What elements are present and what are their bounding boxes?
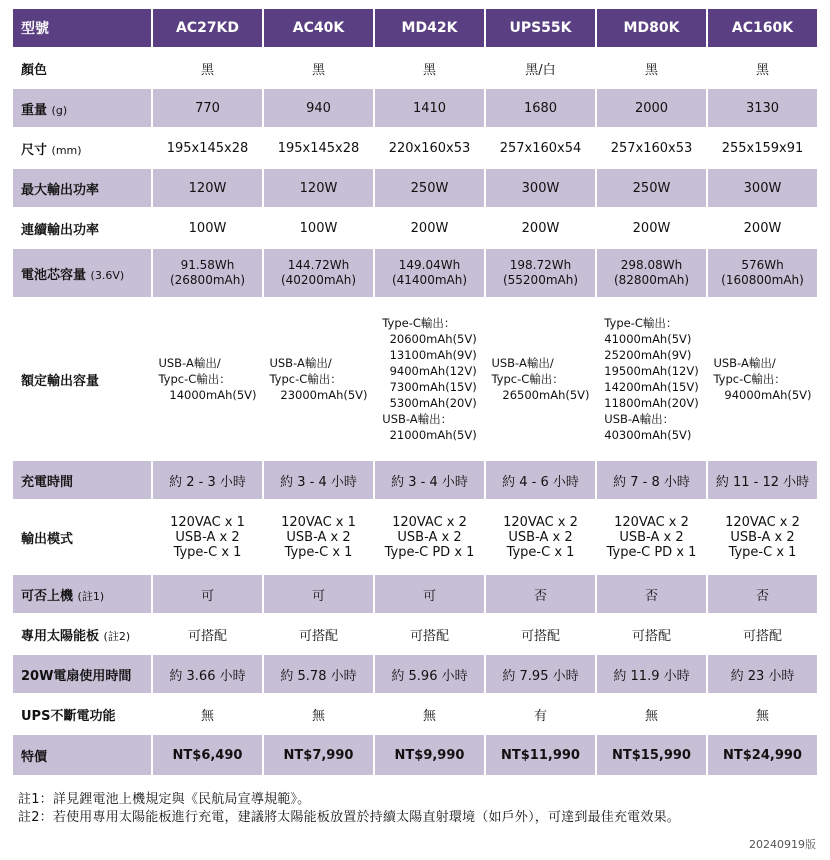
cell: 200W: [375, 209, 484, 247]
output-line: Type-C x 1: [284, 544, 353, 560]
cell: [597, 249, 706, 297]
cell: 200W: [486, 209, 595, 247]
cell: 250W: [375, 169, 484, 207]
cell: 黑: [153, 49, 262, 87]
output-line: Type-C x 1: [728, 544, 797, 560]
rated-output-text: Type-C輸出： 41000mAh(5V) 25200mAh(9V) 19500mAh(12V) 14200mAh(15V) 11800mAh(20V) USB-A輸出： 40300mAh(5V): [604, 316, 699, 442]
cell: 約 3.66 小時: [153, 655, 262, 693]
battery-wh: 198.72Wh: [509, 258, 572, 272]
rated-output-text: Type-C輸出： 20600mAh(5V) 13100mAh(9V) 9400mAh(12V) 7300mAh(15V) 5300mAh(20V) USB-A輸出： 21000mAh(5V): [382, 316, 477, 442]
price-cell: NT$6,490: [153, 735, 262, 775]
battery-wh: 144.72Wh: [287, 258, 350, 272]
cell: 1680: [486, 89, 595, 127]
row-price: [13, 735, 817, 775]
cell: 否: [486, 575, 595, 613]
cell: 200W: [597, 209, 706, 247]
row-unit: (註2): [103, 629, 131, 643]
cell: 255x159x91: [708, 129, 817, 167]
cell: 約 2 - 3 小時: [153, 461, 262, 499]
row-charge-time: [13, 461, 817, 499]
rated-output-text: USB-A輸出/ Typc-C輸出： 26500mAh(5V): [491, 356, 590, 402]
cell: [264, 501, 373, 573]
row-label: [13, 575, 151, 613]
cell: [708, 299, 817, 459]
battery-mah: (160800mAh): [721, 273, 804, 287]
battery-wh: 91.58Wh: [180, 258, 235, 272]
price-cell: NT$11,990: [486, 735, 595, 775]
battery-wh: 149.04Wh: [398, 258, 461, 272]
row-label: 特價: [13, 735, 151, 775]
row-fan-time: [13, 655, 817, 693]
output-line: 120VAC x 2: [392, 514, 467, 530]
cell: [597, 501, 706, 573]
cell: 1410: [375, 89, 484, 127]
spec-table: [11, 7, 819, 777]
battery-mah: (26800mAh): [169, 273, 246, 287]
note-1: 註1：詳見鋰電池上機規定與《民航局宣導規範》。: [18, 792, 311, 807]
row-label-text: 尺寸: [21, 142, 48, 158]
row-label: UPS不斷電功能: [13, 695, 151, 733]
cell: 300W: [708, 169, 817, 207]
battery-mah: (41400mAh): [391, 273, 468, 287]
cell: 可: [264, 575, 373, 613]
output-line: 120VAC x 2: [503, 514, 578, 530]
cell: 黑: [264, 49, 373, 87]
row-max-power: [13, 169, 817, 207]
price-cell: NT$15,990: [597, 735, 706, 775]
rated-output-text: USB-A輸出/ Typc-C輸出： 94000mAh(5V): [713, 356, 812, 402]
cell: 無: [153, 695, 262, 733]
output-line: 120VAC x 1: [281, 514, 356, 530]
row-label-text: 電池芯容量: [21, 267, 87, 283]
cell: [264, 249, 373, 297]
row-unit: (3.6V): [90, 268, 125, 282]
row-label: 顏色: [13, 49, 151, 87]
row-label: 充電時間: [13, 461, 151, 499]
cell: 黑: [708, 49, 817, 87]
cell: 約 4 - 6 小時: [486, 461, 595, 499]
cell: [486, 249, 595, 297]
cell: [708, 249, 817, 297]
rated-output-text: USB-A輸出/ Typc-C輸出： 23000mAh(5V): [269, 356, 368, 402]
output-line: 120VAC x 2: [614, 514, 689, 530]
row-label: [13, 129, 151, 167]
row-label: [13, 249, 151, 297]
cell: 220x160x53: [375, 129, 484, 167]
row-unit: (註1): [77, 589, 105, 603]
battery-mah: (82800mAh): [613, 273, 690, 287]
battery-mah: (55200mAh): [502, 273, 579, 287]
rated-output-text: USB-A輸出/ Typc-C輸出： 14000mAh(5V): [158, 356, 257, 402]
cell: 257x160x53: [597, 129, 706, 167]
cell: 120W: [264, 169, 373, 207]
row-label: 額定輸出容量: [13, 299, 151, 459]
row-solar: [13, 615, 817, 653]
cell: 可: [153, 575, 262, 613]
row-size: [13, 129, 817, 167]
cell: 770: [153, 89, 262, 127]
cell: 無: [375, 695, 484, 733]
cell: 200W: [708, 209, 817, 247]
cell: 否: [597, 575, 706, 613]
cell: 黑: [375, 49, 484, 87]
header-label: 型號: [13, 9, 151, 47]
cell: 可: [375, 575, 484, 613]
cell: [708, 501, 817, 573]
cell: 無: [708, 695, 817, 733]
header-row: [13, 9, 817, 47]
row-ups: [13, 695, 817, 733]
cell: [375, 501, 484, 573]
row-label: 20W電扇使用時間: [13, 655, 151, 693]
cell: 120W: [153, 169, 262, 207]
row-carry-on: [13, 575, 817, 613]
model-header: MD42K: [375, 9, 484, 47]
output-line: 120VAC x 1: [170, 514, 245, 530]
cell: [153, 249, 262, 297]
cell: 可搭配: [153, 615, 262, 653]
output-line: USB-A x 2: [286, 529, 351, 545]
cell: 100W: [153, 209, 262, 247]
cell: 否: [708, 575, 817, 613]
row-battery: [13, 249, 817, 297]
cell: 約 3 - 4 小時: [264, 461, 373, 499]
cell: [486, 299, 595, 459]
row-output-mode: [13, 501, 817, 573]
cell: [597, 299, 706, 459]
cell: [153, 299, 262, 459]
cell: 可搭配: [597, 615, 706, 653]
cell: [375, 299, 484, 459]
cell: 257x160x54: [486, 129, 595, 167]
row-label-text: 專用太陽能板: [21, 628, 100, 644]
cell: 無: [264, 695, 373, 733]
cell: 約 5.78 小時: [264, 655, 373, 693]
cell: [375, 249, 484, 297]
cell: 940: [264, 89, 373, 127]
row-weight: [13, 89, 817, 127]
output-line: Type-C PD x 1: [606, 544, 697, 560]
cell: 195x145x28: [153, 129, 262, 167]
output-line: USB-A x 2: [508, 529, 573, 545]
cell: 有: [486, 695, 595, 733]
cell: 可搭配: [264, 615, 373, 653]
model-header: MD80K: [597, 9, 706, 47]
cell: 約 3 - 4 小時: [375, 461, 484, 499]
cell: 可搭配: [375, 615, 484, 653]
battery-wh: 576Wh: [741, 258, 784, 272]
battery-wh: 298.08Wh: [620, 258, 683, 272]
cell: 黑: [597, 49, 706, 87]
output-line: Type-C x 1: [173, 544, 242, 560]
cell: 300W: [486, 169, 595, 207]
battery-mah: (40200mAh): [280, 273, 357, 287]
price-cell: NT$24,990: [708, 735, 817, 775]
cell: 可搭配: [708, 615, 817, 653]
price-cell: NT$9,990: [375, 735, 484, 775]
cell: 約 7 - 8 小時: [597, 461, 706, 499]
cell: 約 11.9 小時: [597, 655, 706, 693]
version-label: 20240919版: [749, 838, 816, 851]
row-label: 輸出模式: [13, 501, 151, 573]
cell: 無: [597, 695, 706, 733]
model-header: AC40K: [264, 9, 373, 47]
row-label: 最大輸出功率: [13, 169, 151, 207]
cell: 3130: [708, 89, 817, 127]
output-line: USB-A x 2: [175, 529, 240, 545]
output-line: USB-A x 2: [397, 529, 462, 545]
cell: 100W: [264, 209, 373, 247]
cell: 約 23 小時: [708, 655, 817, 693]
cell: 黑/白: [486, 49, 595, 87]
row-color: [13, 49, 817, 87]
row-unit: (mm): [51, 143, 82, 157]
note-2: 註2：若使用專用太陽能板進行充電，建議將太陽能板放置於持續太陽直射環境（如戶外），可達到最佳充電效果。: [18, 810, 680, 825]
row-label: 連續輸出功率: [13, 209, 151, 247]
model-header: UPS55K: [486, 9, 595, 47]
cell: 可搭配: [486, 615, 595, 653]
row-cont-power: [13, 209, 817, 247]
cell: 2000: [597, 89, 706, 127]
output-line: Type-C x 1: [506, 544, 575, 560]
row-rated-output: [13, 299, 817, 459]
cell: [264, 299, 373, 459]
output-line: USB-A x 2: [730, 529, 795, 545]
row-label: [13, 89, 151, 127]
price-cell: NT$7,990: [264, 735, 373, 775]
cell: 195x145x28: [264, 129, 373, 167]
cell: 約 11 - 12 小時: [708, 461, 817, 499]
row-label: [13, 615, 151, 653]
output-line: USB-A x 2: [619, 529, 684, 545]
cell: 約 5.96 小時: [375, 655, 484, 693]
cell: [153, 501, 262, 573]
row-label-text: 重量: [21, 102, 48, 118]
output-line: 120VAC x 2: [725, 514, 800, 530]
cell: [486, 501, 595, 573]
model-header: AC27KD: [153, 9, 262, 47]
model-header: AC160K: [708, 9, 817, 47]
row-unit: (g): [51, 103, 68, 117]
cell: 約 7.95 小時: [486, 655, 595, 693]
output-line: Type-C PD x 1: [384, 544, 475, 560]
cell: 250W: [597, 169, 706, 207]
row-label-text: 可否上機: [21, 588, 74, 604]
